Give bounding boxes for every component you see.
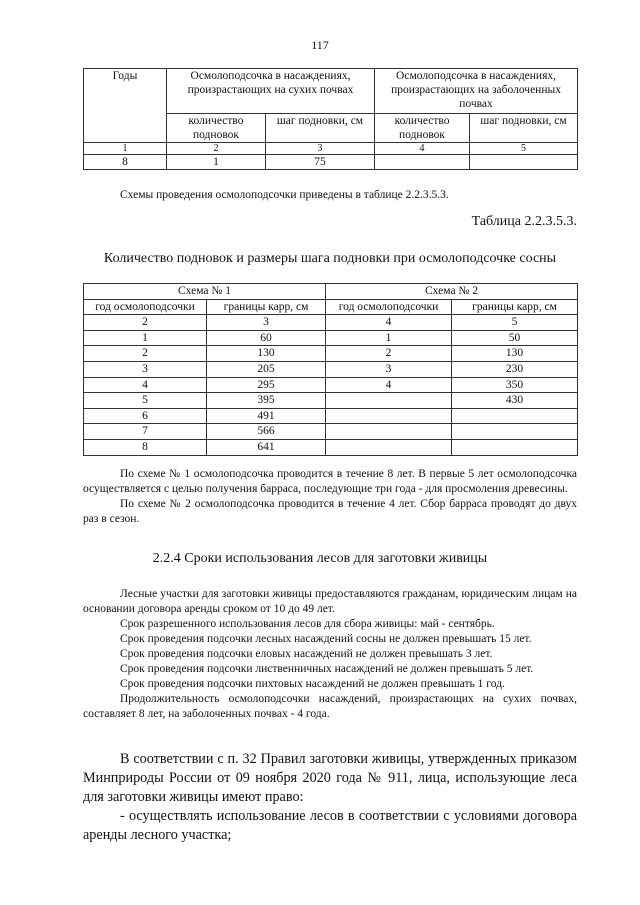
cell xyxy=(326,393,452,409)
table-row xyxy=(84,439,578,455)
paragraph: В соответствии с п. 32 Правил заготовки живицы, утвержденных приказом Минприроды России от 09 ноября 2020 года № 911, лица, использующие леса для заготовки живицы имеют право: xyxy=(83,751,577,805)
col-number: 3 xyxy=(207,315,326,331)
cell: 60 xyxy=(207,330,326,346)
col-number: 4 xyxy=(375,143,470,155)
header-dry-soils: Осмолоподсочка в насаждениях, произрастающих на сухих почвах xyxy=(167,69,375,114)
cell: 4 xyxy=(326,377,452,393)
cell: 491 xyxy=(207,408,326,424)
cell: 8 xyxy=(84,439,207,455)
cell: 130 xyxy=(207,346,326,362)
paragraph: По схеме № 1 осмолоподсочка проводится в течение 8 лет. В первые 5 лет осмолоподсочка осуществляется с целью получения барраса, последующие три года - для просмоления древесины. xyxy=(83,468,577,495)
header-scheme-1: Схема № 1 xyxy=(84,284,326,300)
cell xyxy=(326,439,452,455)
column-number-row xyxy=(84,143,578,155)
header-scheme-2: Схема № 2 xyxy=(326,284,578,300)
table-row xyxy=(84,408,578,424)
col-number: 1 xyxy=(84,143,167,155)
cell: 1 xyxy=(84,330,207,346)
paragraph: - осуществлять использование лесов в соответствии с условиями договора аренды лесного участка; xyxy=(83,808,577,843)
header-bounds: границы карр, см xyxy=(452,299,578,315)
paragraph: Продолжительность осмолоподсочки насаждений, произрастающих на сухих почвах, составляет 8 лет, на заболоченных почвах - 4 года. xyxy=(83,693,577,720)
cell xyxy=(452,439,578,455)
paragraph: Срок проведения подсочки лиственничных насаждений не должен превышать 5 лет. xyxy=(120,663,534,675)
cell: 230 xyxy=(452,361,578,377)
paragraph: По схеме № 2 осмолоподсочка проводится в течение 4 лет. Сбор барраса проводят до двух раз в сезон. xyxy=(83,498,577,525)
header-years: Годы xyxy=(84,69,167,143)
header-year: год осмолоподсочки xyxy=(326,299,452,315)
paragraph: Срок проведения подсочки пихтовых насаждений не должен превышать 1 год. xyxy=(120,678,505,690)
cell: 4 xyxy=(84,377,207,393)
paragraph: Срок проведения подсочки лесных насаждений сосны не должен превышать 15 лет. xyxy=(120,633,532,645)
cell xyxy=(452,408,578,424)
cell xyxy=(326,408,452,424)
cell: 5 xyxy=(84,393,207,409)
table-row xyxy=(84,393,578,409)
header-wet-soils: Осмолоподсочка в насаждениях, произрастающих на заболоченных почвах xyxy=(375,69,578,114)
header-step-dry: шаг подновки, см xyxy=(266,114,375,143)
col-number: 2 xyxy=(84,315,207,331)
header-step-wet: шаг подновки, см xyxy=(470,114,578,143)
header-count-wet: количество подновок xyxy=(375,114,470,143)
cell: 350 xyxy=(452,377,578,393)
rights-section xyxy=(83,750,577,845)
tapping-schemes-table xyxy=(83,283,578,456)
cell: 566 xyxy=(207,424,326,440)
paragraph: Срок разрешенного использования лесов для сбора живицы: май - сентябрь. xyxy=(120,618,495,630)
column-number-row xyxy=(84,315,578,331)
intro-paragraph: Схемы проведения осмолоподсочки приведены в таблице 2.2.3.5.3. xyxy=(120,189,449,201)
cell: 3 xyxy=(326,361,452,377)
table-caption: Таблица 2.2.3.5.3. xyxy=(471,214,577,229)
cell: 395 xyxy=(207,393,326,409)
schemes-description xyxy=(83,467,577,527)
col-number: 5 xyxy=(452,315,578,331)
cell: 295 xyxy=(207,377,326,393)
page-number: 117 xyxy=(311,38,329,52)
cell: 205 xyxy=(207,361,326,377)
cell: 75 xyxy=(266,155,375,170)
table-row xyxy=(84,377,578,393)
cell xyxy=(470,155,578,170)
table-row xyxy=(84,346,578,362)
cell: 1 xyxy=(167,155,266,170)
cell: 130 xyxy=(452,346,578,362)
cell: 430 xyxy=(452,393,578,409)
cell: 2 xyxy=(326,346,452,362)
header-count-dry: количество подновок xyxy=(167,114,266,143)
cell: 3 xyxy=(84,361,207,377)
cell xyxy=(326,424,452,440)
cell: 50 xyxy=(452,330,578,346)
paragraph: Лесные участки для заготовки живицы предоставляются гражданам, юридическим лицам на основании договора аренды сроком от 10 до 49 лет. xyxy=(83,588,577,615)
cell: 1 xyxy=(326,330,452,346)
terms-section xyxy=(83,587,577,722)
resin-tapping-table xyxy=(83,68,578,170)
cell xyxy=(375,155,470,170)
table-row xyxy=(84,155,578,170)
header-bounds: границы карр, см xyxy=(207,299,326,315)
col-number: 4 xyxy=(326,315,452,331)
table-row xyxy=(84,330,578,346)
col-number: 2 xyxy=(167,143,266,155)
table-row xyxy=(84,424,578,440)
cell xyxy=(452,424,578,440)
table-row xyxy=(84,361,578,377)
col-number: 5 xyxy=(470,143,578,155)
cell: 6 xyxy=(84,408,207,424)
col-number: 3 xyxy=(266,143,375,155)
cell: 641 xyxy=(207,439,326,455)
cell: 8 xyxy=(84,155,167,170)
table-title: Количество подновок и размеры шага подновки при осмолоподсочке сосны xyxy=(103,251,557,266)
paragraph: Срок проведения подсочки еловых насаждений не должен превышать 3 лет. xyxy=(120,648,493,660)
header-year: год осмолоподсочки xyxy=(84,299,207,315)
cell: 2 xyxy=(84,346,207,362)
section-heading: 2.2.4 Сроки использования лесов для заготовки живицы xyxy=(152,551,488,566)
cell: 7 xyxy=(84,424,207,440)
